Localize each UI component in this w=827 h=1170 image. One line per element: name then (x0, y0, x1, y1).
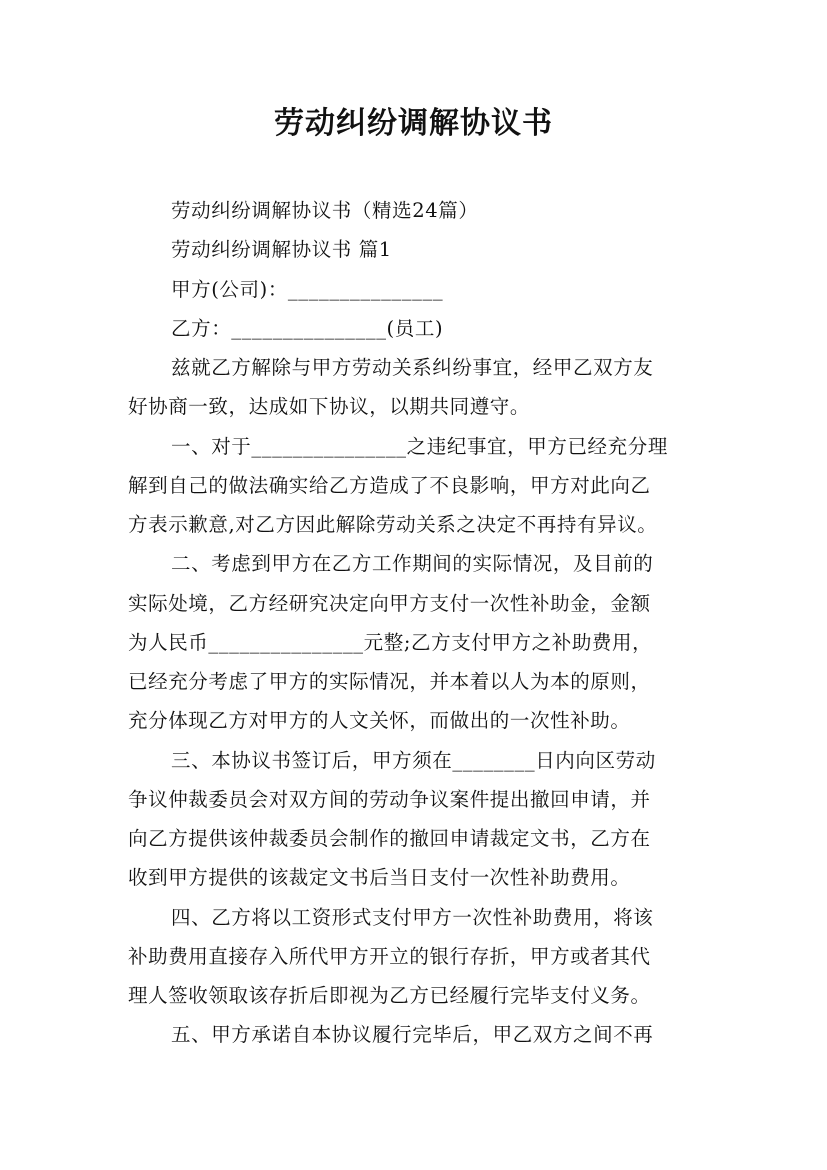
paragraph-line: 三、本协议书签订后，甲方须在________日内向区劳动 (171, 749, 656, 772)
paragraph-line: 充分体现乙方对甲方的人文关怀，而做出的一次性补助。 (128, 709, 631, 732)
paragraph-line: 为人民币_______________元整;乙方支付甲方之补助费用， (128, 631, 653, 654)
paragraph-line: 理人签收领取该存折后即视为乙方已经履行完毕支付义务。 (128, 984, 651, 1007)
party-b-line: 乙方：_______________(员工) (171, 317, 444, 340)
paragraph-line: 好协商一致，达成如下协议，以期共同遵守。 (128, 395, 531, 418)
section-heading: 劳动纠纷调解协议书 篇1 (171, 238, 392, 261)
paragraph-line: 二、考虑到甲方在乙方工作期间的实际情况，及目前的 (171, 552, 654, 575)
paragraph-line: 方表示歉意,对乙方因此解除劳动关系之决定不再持有异议。 (128, 513, 658, 536)
subtitle-line: 劳动纠纷调解协议书（精选24篇） (171, 199, 479, 222)
party-a-line: 甲方(公司)：_______________ (171, 278, 444, 301)
paragraph-line: 解到自己的做法确实给乙方造成了不良影响，甲方对此向乙 (128, 474, 651, 497)
paragraph-line: 四、乙方将以工资形式支付甲方一次性补助费用，将该 (171, 906, 654, 929)
paragraph-line: 已经充分考虑了甲方的实际情况，并本着以人为本的原则， (128, 670, 651, 693)
paragraph-line: 收到甲方提供的该裁定文书后当日支付一次性补助费用。 (128, 866, 631, 889)
paragraph-line: 补助费用直接存入所代甲方开立的银行存折，甲方或者其代 (128, 945, 651, 968)
paragraph-line: 兹就乙方解除与甲方劳动关系纠纷事宜，经甲乙双方友 (171, 356, 654, 379)
document-title: 劳动纠纷调解协议书 (274, 106, 553, 141)
paragraph-line: 争议仲裁委员会对双方间的劳动争议案件提出撤回申请，并 (128, 788, 651, 811)
paragraph-line: 实际处境，乙方经研究决定向甲方支付一次性补助金，金额 (128, 592, 651, 615)
paragraph-line: 向乙方提供该仲裁委员会制作的撤回申请裁定文书，乙方在 (128, 827, 651, 850)
paragraph-line: 一、对于_______________之违纪事宜，甲方已经充分理 (171, 435, 668, 458)
paragraph-line: 五、甲方承诺自本协议履行完毕后，甲乙双方之间不再 (171, 1023, 654, 1046)
